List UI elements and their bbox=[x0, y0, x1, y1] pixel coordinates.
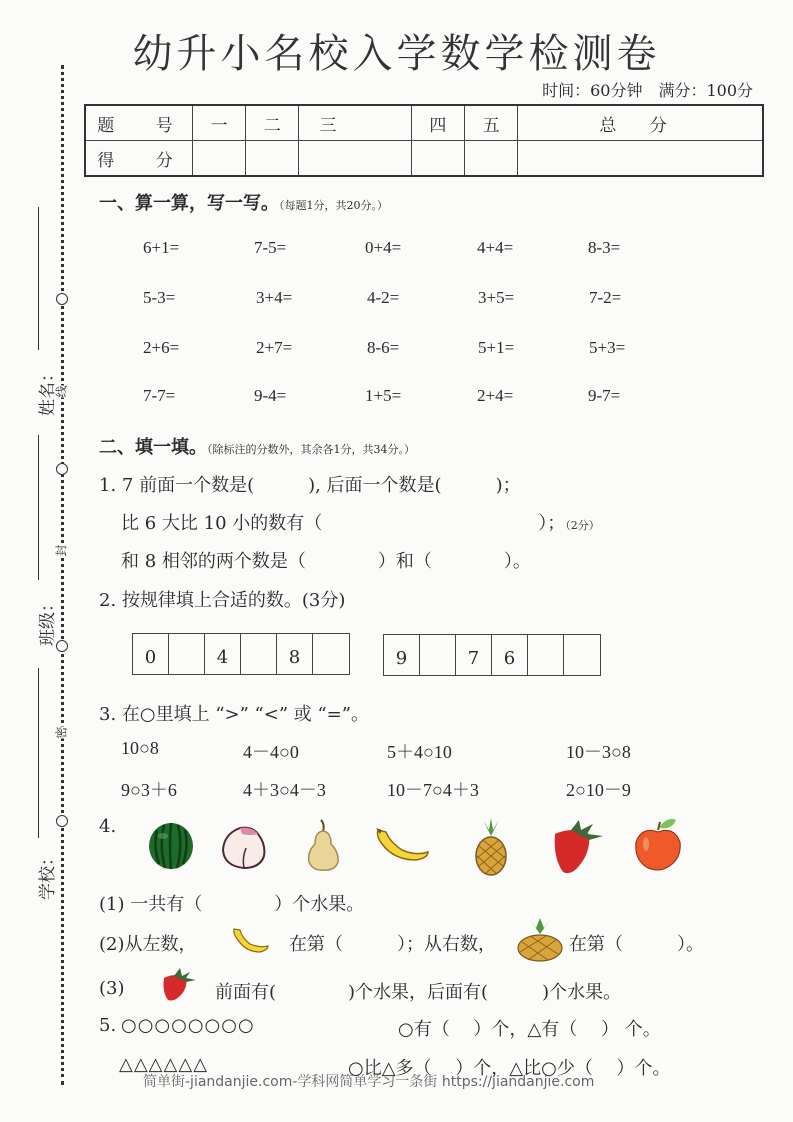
name-field[interactable] bbox=[38, 207, 39, 350]
calc-item: 5-3= bbox=[143, 288, 176, 307]
sequence-cell-blank[interactable] bbox=[564, 635, 600, 675]
calc-item: 7-5= bbox=[254, 238, 287, 257]
sequence-cell: 0 bbox=[133, 634, 169, 674]
q5-line2: ○比△多（ ）个，△比○少（ ）个。 bbox=[348, 1058, 671, 1079]
compare-item: 4＋3○4－3 bbox=[243, 780, 326, 800]
q4-1: (1) 一共有（ ）个水果。 bbox=[99, 894, 365, 915]
q4-label: 4. bbox=[99, 816, 117, 837]
school-field[interactable] bbox=[38, 668, 39, 838]
q4-2-part-a: (2)从左数， bbox=[99, 934, 197, 955]
banana-icon bbox=[372, 826, 432, 866]
table-header-cell: 总 分 bbox=[518, 105, 763, 141]
calc-item: 5+3= bbox=[589, 338, 626, 357]
q1-line1: 1. 7 前面一个数是( ), 后面一个数是( )； bbox=[99, 475, 521, 496]
compare-item: 5＋4○10 bbox=[387, 742, 452, 762]
score-cell[interactable] bbox=[465, 141, 518, 177]
score-cell[interactable] bbox=[299, 141, 411, 177]
calc-item: 2+6= bbox=[143, 338, 180, 357]
seal-char-xian: 线 bbox=[54, 385, 69, 398]
sequence-cell: 7 bbox=[456, 635, 492, 675]
calc-item: 6+1= bbox=[143, 238, 180, 257]
q1-line2: 比 6 大比 10 小的数有（ ）；（2分） bbox=[121, 513, 600, 534]
table-header-cell: 四 bbox=[411, 105, 464, 141]
compare-item: 4－4○0 bbox=[243, 742, 299, 762]
score-table bbox=[84, 104, 764, 177]
compare-item: 2○10－9 bbox=[566, 780, 631, 800]
calc-item: 4+4= bbox=[477, 238, 514, 257]
calc-item: 0+4= bbox=[365, 238, 402, 257]
calc-item: 7-7= bbox=[143, 386, 176, 405]
pineapple-icon bbox=[471, 818, 511, 876]
calc-item: 7-2= bbox=[589, 288, 622, 307]
calc-item: 8-3= bbox=[588, 238, 621, 257]
calc-item: 2+7= bbox=[256, 338, 293, 357]
sequence-cell-blank[interactable] bbox=[420, 635, 456, 675]
score-cell[interactable] bbox=[411, 141, 464, 177]
sequence-boxes-a bbox=[132, 633, 350, 675]
q3-prompt: 3. 在○里填上 “>” “<” 或 “=”。 bbox=[99, 704, 369, 725]
q4-2-part-c: 在第（ ）。 bbox=[569, 934, 704, 955]
table-header-cell: 三 bbox=[299, 105, 411, 141]
pineapple-icon bbox=[516, 918, 564, 962]
watermark: 简单街-jiandanjie.com-学科网简单学习一条街 https://jiandanjie.com bbox=[143, 1074, 595, 1090]
name-label: 姓名： bbox=[38, 365, 58, 416]
peach-icon bbox=[220, 824, 268, 870]
score-cell[interactable] bbox=[246, 141, 299, 177]
strawberry-icon bbox=[549, 818, 607, 876]
q2-prompt: 2. 按规律填上合适的数。(3分) bbox=[99, 590, 346, 611]
banana-icon bbox=[230, 926, 270, 956]
table-header-cell: 二 bbox=[246, 105, 299, 141]
apple-icon bbox=[632, 816, 686, 872]
strawberry-icon bbox=[160, 968, 198, 1002]
sequence-cell-blank[interactable] bbox=[241, 634, 277, 674]
calc-item: 9-4= bbox=[254, 386, 287, 405]
seal-char-mi: 密 bbox=[54, 726, 69, 739]
binding-dotted-line bbox=[61, 65, 64, 1085]
sequence-cell: 4 bbox=[205, 634, 241, 674]
table-header-cell: 得 分 bbox=[85, 141, 193, 177]
table-header-cell: 一 bbox=[193, 105, 246, 141]
table-row bbox=[85, 141, 763, 177]
sequence-cell: 9 bbox=[384, 635, 420, 675]
score-cell[interactable] bbox=[193, 141, 246, 177]
pear-icon bbox=[303, 818, 343, 872]
calc-item: 5+1= bbox=[478, 338, 515, 357]
sequence-cell-blank[interactable] bbox=[313, 634, 349, 674]
binding-ring-icon bbox=[56, 293, 68, 305]
binding-ring-icon bbox=[56, 463, 68, 475]
class-field[interactable] bbox=[38, 435, 39, 580]
page-title: 幼升小名校入学数学检测卷 bbox=[132, 31, 661, 77]
seal-char-feng: 封 bbox=[54, 544, 69, 557]
compare-item: 10－3○8 bbox=[566, 742, 631, 762]
table-header-cell: 五 bbox=[465, 105, 518, 141]
section2-heading: 二、填一填。（除标注的分数外，其余各1分，共34分。） bbox=[99, 437, 415, 458]
binding-ring-icon bbox=[56, 815, 68, 827]
q5-triangles: △△△△△△ bbox=[119, 1054, 209, 1075]
q4-3-text: 前面有( )个水果，后面有( )个水果。 bbox=[215, 982, 622, 1003]
calc-item: 3+5= bbox=[478, 288, 515, 307]
q5-circles: ○○○○○○○○ bbox=[121, 1015, 255, 1036]
compare-item: 9○3＋6 bbox=[121, 780, 177, 800]
calc-item: 2+4= bbox=[477, 386, 514, 405]
sequence-cell-blank[interactable] bbox=[169, 634, 205, 674]
exam-meta: 时间：60分钟 满分：100分 bbox=[542, 81, 753, 100]
compare-item: 10○8 bbox=[121, 738, 159, 758]
score-cell[interactable] bbox=[518, 141, 763, 177]
table-header-cell: 题 号 bbox=[85, 105, 193, 141]
class-label: 班级： bbox=[38, 595, 58, 646]
compare-item: 10－7○4＋3 bbox=[387, 780, 479, 800]
q5-label: 5. bbox=[99, 1015, 117, 1036]
q4-3-label: (3) bbox=[99, 978, 125, 999]
section1-heading: 一、算一算，写一写。（每题1分，共20分。） bbox=[99, 193, 388, 214]
calc-item: 4-2= bbox=[367, 288, 400, 307]
q1-line2-note: （2分） bbox=[565, 519, 600, 532]
calc-item: 3+4= bbox=[256, 288, 293, 307]
calc-item: 9-7= bbox=[588, 386, 621, 405]
q1-line3: 和 8 相邻的两个数是（ ）和（ ）。 bbox=[121, 551, 531, 572]
school-label: 学校： bbox=[38, 849, 58, 900]
sequence-cell: 6 bbox=[492, 635, 528, 675]
section2-note: （除标注的分数外，其余各1分，共34分。） bbox=[207, 443, 415, 456]
sequence-cell-blank[interactable] bbox=[528, 635, 564, 675]
q5-line1: ○有（ ）个，△有（ ） 个。 bbox=[398, 1019, 661, 1040]
table-row bbox=[85, 105, 763, 141]
calc-item: 8-6= bbox=[367, 338, 400, 357]
sequence-boxes-b bbox=[383, 634, 601, 676]
q4-2-part-b: 在第（ ）；从右数， bbox=[289, 934, 496, 955]
calc-item: 1+5= bbox=[365, 386, 402, 405]
sequence-cell: 8 bbox=[277, 634, 313, 674]
watermelon-icon bbox=[147, 822, 195, 870]
section1-note: （每题1分，共20分。） bbox=[279, 199, 388, 212]
